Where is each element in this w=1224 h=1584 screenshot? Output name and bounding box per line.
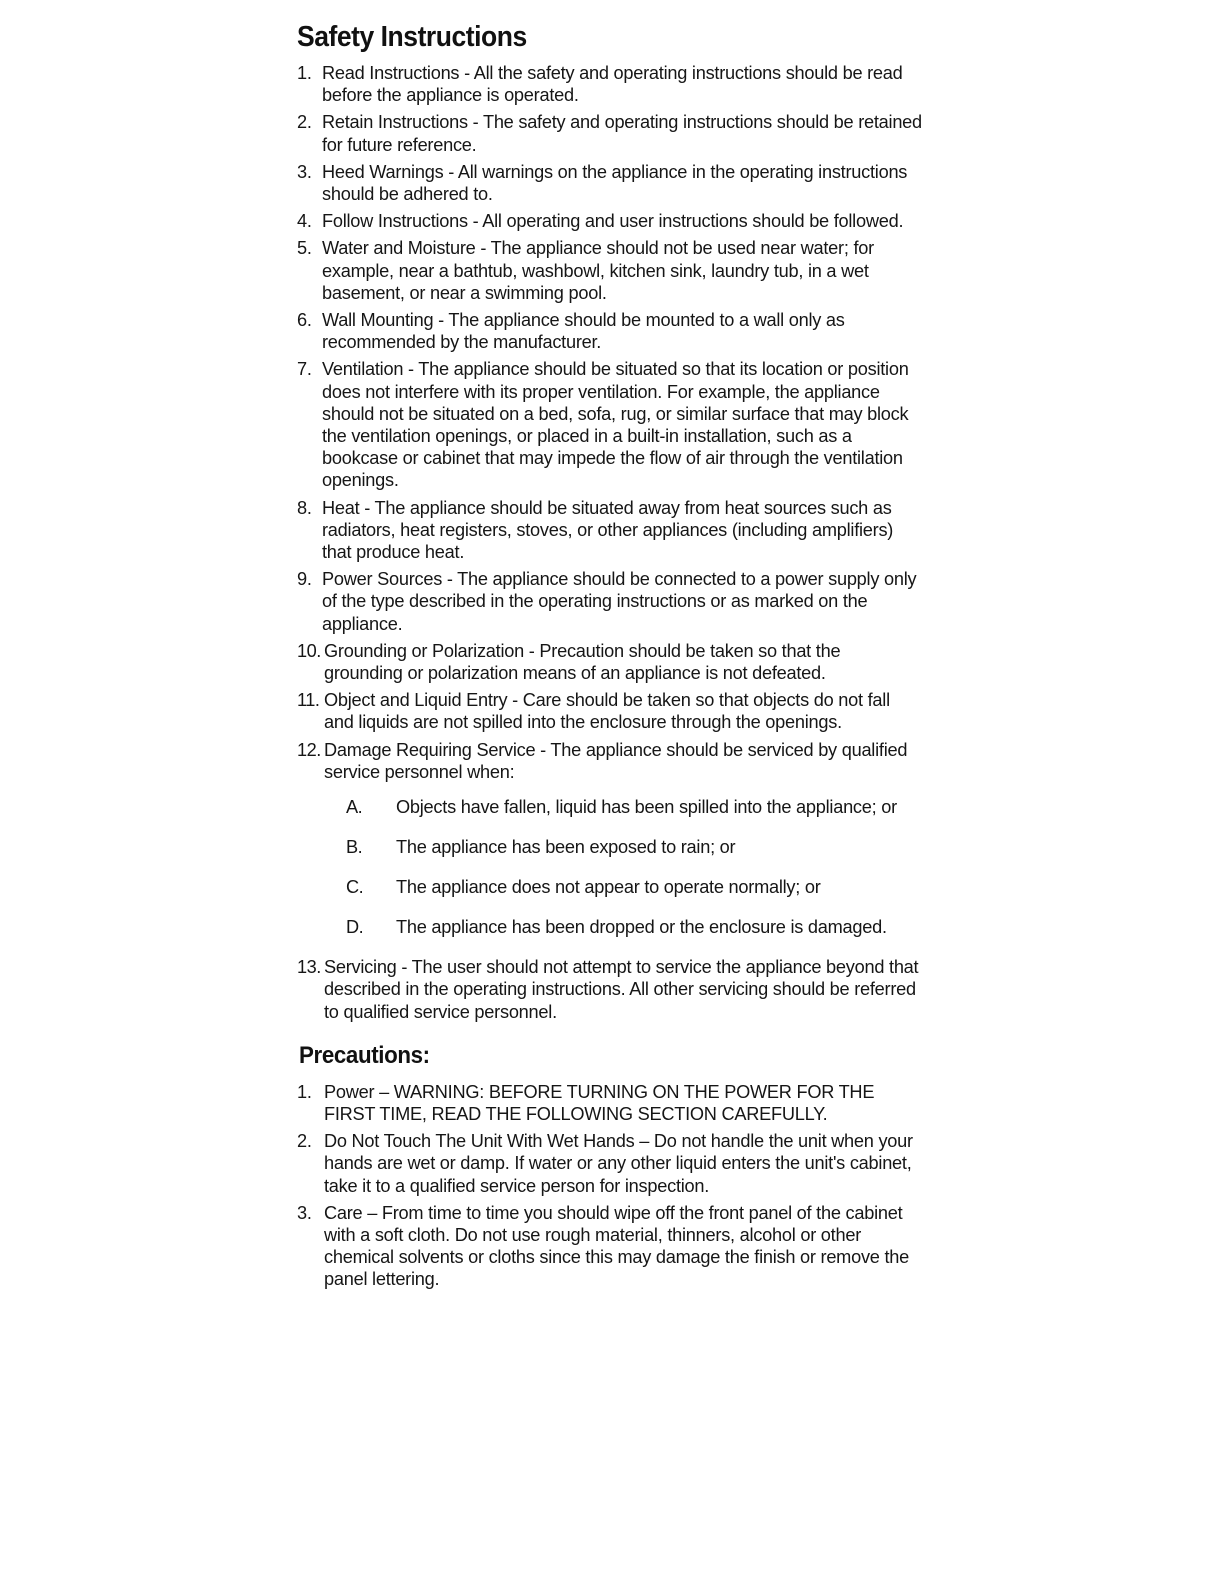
precaution-item-2	[297, 1130, 922, 1197]
item-number: 13.	[297, 957, 321, 978]
item-number: 12.	[297, 739, 321, 760]
item-text: Damage Requiring Service - The appliance should be serviced by qualified service personnel when:	[324, 739, 908, 782]
safety-instructions-title: Safety Instructions	[297, 21, 527, 53]
item-text: Grounding or Polarization - Precaution should be taken so that the grounding or polarization means of an appliance is not defeated.	[324, 640, 841, 684]
subitem-text: The appliance has been dropped or the enclosure is damaged.	[396, 917, 887, 938]
service-condition-d	[346, 916, 922, 938]
precaution-item-1	[297, 1081, 922, 1125]
subitem-letter: C.	[346, 877, 364, 898]
item-text: Heed Warnings - All warnings on the appliance in the operating instructions should be adhered to.	[322, 161, 908, 205]
item-number: 7.	[297, 359, 312, 380]
subitem-letter: D.	[346, 917, 364, 938]
subitem-text: The appliance has been exposed to rain; or	[396, 837, 736, 858]
service-condition-c	[346, 876, 922, 898]
item-number: 1.	[297, 1081, 312, 1102]
safety-item-3	[297, 161, 922, 205]
item-text: Servicing - The user should not attempt to service the appliance beyond that described in the operating instructions. All other servicing should be referred to qualified service personnel.	[324, 957, 919, 1022]
item-text: Object and Liquid Entry - Care should be taken so that objects do not fall and liquids are not spilled into the enclosure through the openings.	[324, 690, 890, 733]
item-number: 10.	[297, 640, 321, 661]
item-text: Read Instructions - All the safety and operating instructions should be read before the appliance is operated.	[322, 63, 903, 106]
precautions-title: Precautions:	[299, 1041, 430, 1069]
safety-item-9	[297, 568, 922, 635]
item-number: 2.	[297, 1131, 312, 1152]
safety-item-13	[297, 956, 922, 1023]
item-text: Heat - The appliance should be situated away from heat sources such as radiators, heat registers, stoves, or other appliances (including amplifiers) that produce heat.	[322, 497, 894, 563]
safety-instructions-list	[297, 62, 922, 1023]
safety-item-7	[297, 358, 922, 491]
item-text: Power Sources - The appliance should be connected to a power supply only of the type described in the operating instructions or as marked on the appliance.	[322, 569, 917, 634]
document-body	[297, 20, 922, 1296]
subitem-text: The appliance does not appear to operate normally; or	[396, 877, 821, 898]
subitem-text: Objects have fallen, liquid has been spilled into the appliance; or	[396, 797, 897, 818]
subitem-letter: A.	[346, 797, 363, 818]
item-text: Power – WARNING: BEFORE TURNING ON THE POWER FOR THE FIRST TIME, READ THE FOLLOWING SECTION CAREFULLY.	[324, 1081, 875, 1124]
item-text: Water and Moisture - The appliance should not be used near water; for example, near a bathtub, washbowl, kitchen sink, laundry tub, in a wet basement, or near a swimming pool.	[322, 238, 874, 303]
item-number: 9.	[297, 569, 312, 590]
item-number: 3.	[297, 1202, 312, 1223]
item-number: 1.	[297, 63, 312, 83]
item-text: Care – From time to time you should wipe off the front panel of the cabinet with a soft cloth. Do not use rough material, thinners, alcohol or other chemical solvents or cloths since this may damage the finish or remove the panel lettering.	[324, 1202, 909, 1290]
service-condition-b	[346, 836, 922, 858]
item-number: 5.	[297, 238, 312, 259]
service-conditions-list	[346, 796, 922, 938]
safety-item-10	[297, 640, 922, 684]
precautions-list	[297, 1081, 922, 1291]
safety-item-11	[297, 689, 922, 733]
item-number: 4.	[297, 211, 312, 232]
item-text: Follow Instructions - All operating and user instructions should be followed.	[322, 211, 904, 232]
item-number: 11.	[297, 690, 320, 711]
item-number: 6.	[297, 310, 312, 331]
precaution-item-3	[297, 1202, 922, 1291]
safety-item-5	[297, 237, 922, 304]
item-text: Ventilation - The appliance should be situated so that its location or position does not interfere with its proper ventilation. For example, the appliance should not be situated on a bed, sofa, rug, or similar surface that may block the ventilation openings, or placed in a built-in installation, such as a bookcase or cabinet that may impede the flow of air through the ventilation openings.	[322, 359, 909, 491]
item-number: 3.	[297, 161, 312, 182]
item-text: Wall Mounting - The appliance should be mounted to a wall only as recommended by the manufacturer.	[322, 310, 845, 353]
safety-item-6	[297, 309, 922, 353]
item-number: 2.	[297, 112, 312, 133]
item-number: 8.	[297, 497, 312, 518]
safety-item-2	[297, 111, 922, 155]
safety-item-1	[297, 62, 922, 106]
service-condition-a	[346, 796, 922, 818]
safety-item-8	[297, 497, 922, 564]
subitem-letter: B.	[346, 837, 363, 858]
safety-item-12	[297, 739, 922, 938]
item-text: Do Not Touch The Unit With Wet Hands – Do not handle the unit when your hands are wet or damp. If water or any other liquid enters the unit's cabinet, take it to a qualified service person for inspection.	[324, 1131, 913, 1196]
item-text: Retain Instructions - The safety and operating instructions should be retained for future reference.	[322, 112, 922, 155]
safety-item-4	[297, 210, 922, 232]
